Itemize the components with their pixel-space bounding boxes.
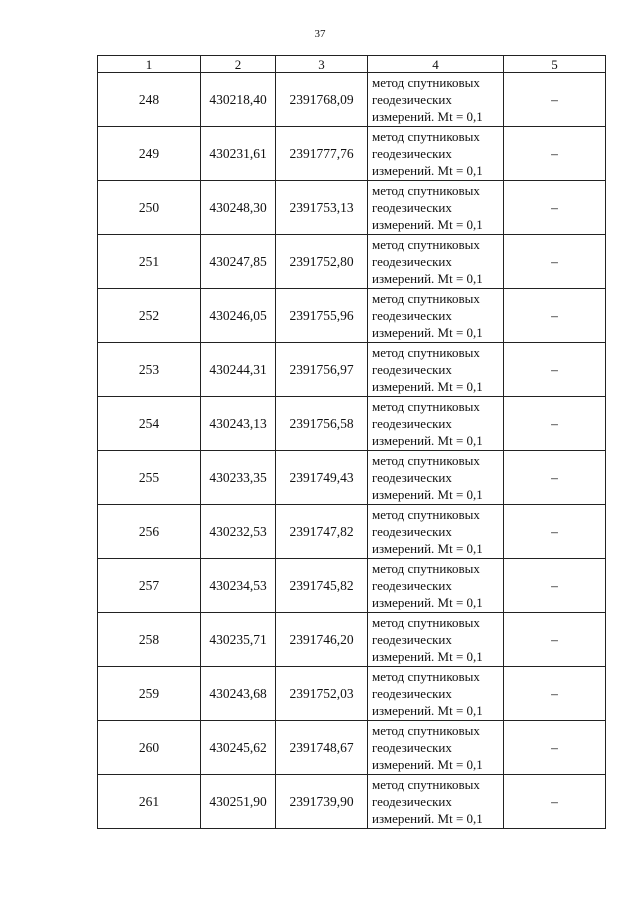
table-row xyxy=(98,127,606,181)
method-line: геодезических xyxy=(372,200,452,215)
table-row xyxy=(98,721,606,775)
method-cell xyxy=(368,343,504,397)
method-line: измерений. Mt = 0,1 xyxy=(372,811,483,826)
method-line: метод спутниковых xyxy=(372,183,480,198)
note-cell: – xyxy=(504,127,606,181)
note-cell: – xyxy=(504,451,606,505)
method-line: измерений. Mt = 0,1 xyxy=(372,487,483,502)
point-number-cell: 251 xyxy=(98,235,201,289)
method-line: измерений. Mt = 0,1 xyxy=(372,541,483,556)
method-line: измерений. Mt = 0,1 xyxy=(372,703,483,718)
point-number-cell: 257 xyxy=(98,559,201,613)
method-line: геодезических xyxy=(372,416,452,431)
method-line: метод спутниковых xyxy=(372,669,480,684)
table-row xyxy=(98,397,606,451)
method-line: измерений. Mt = 0,1 xyxy=(372,109,483,124)
method-line: измерений. Mt = 0,1 xyxy=(372,649,483,664)
x-coordinate-cell: 430232,53 xyxy=(201,505,276,559)
method-line: измерений. Mt = 0,1 xyxy=(372,595,483,610)
table-header xyxy=(98,56,606,73)
column-header: 5 xyxy=(504,56,606,73)
table-row xyxy=(98,451,606,505)
table-row xyxy=(98,613,606,667)
method-line: геодезических xyxy=(372,740,452,755)
method-cell xyxy=(368,721,504,775)
note-cell: – xyxy=(504,559,606,613)
method-line: геодезических xyxy=(372,92,452,107)
x-coordinate-cell: 430231,61 xyxy=(201,127,276,181)
point-number-cell: 258 xyxy=(98,613,201,667)
method-cell xyxy=(368,235,504,289)
x-coordinate-cell: 430246,05 xyxy=(201,289,276,343)
y-coordinate-cell: 2391739,90 xyxy=(276,775,368,829)
method-line: метод спутниковых xyxy=(372,75,480,90)
table-row xyxy=(98,73,606,127)
method-line: метод спутниковых xyxy=(372,399,480,414)
header-row xyxy=(98,56,606,73)
x-coordinate-cell: 430243,13 xyxy=(201,397,276,451)
x-coordinate-cell: 430218,40 xyxy=(201,73,276,127)
note-cell: – xyxy=(504,397,606,451)
note-cell: – xyxy=(504,505,606,559)
y-coordinate-cell: 2391753,13 xyxy=(276,181,368,235)
column-header: 4 xyxy=(368,56,504,73)
column-header: 1 xyxy=(98,56,201,73)
note-cell: – xyxy=(504,181,606,235)
method-line: метод спутниковых xyxy=(372,453,480,468)
point-number-cell: 254 xyxy=(98,397,201,451)
method-line: геодезических xyxy=(372,470,452,485)
method-line: геодезических xyxy=(372,146,452,161)
x-coordinate-cell: 430248,30 xyxy=(201,181,276,235)
method-line: геодезических xyxy=(372,794,452,809)
method-line: метод спутниковых xyxy=(372,345,480,360)
note-cell: – xyxy=(504,667,606,721)
point-number-cell: 261 xyxy=(98,775,201,829)
x-coordinate-cell: 430235,71 xyxy=(201,613,276,667)
table-row xyxy=(98,289,606,343)
y-coordinate-cell: 2391756,58 xyxy=(276,397,368,451)
method-line: метод спутниковых xyxy=(372,237,480,252)
method-line: измерений. Mt = 0,1 xyxy=(372,163,483,178)
method-line: метод спутниковых xyxy=(372,561,480,576)
point-number-cell: 255 xyxy=(98,451,201,505)
note-cell: – xyxy=(504,289,606,343)
x-coordinate-cell: 430233,35 xyxy=(201,451,276,505)
x-coordinate-cell: 430244,31 xyxy=(201,343,276,397)
method-cell xyxy=(368,613,504,667)
point-number-cell: 249 xyxy=(98,127,201,181)
table-row xyxy=(98,235,606,289)
table-row xyxy=(98,505,606,559)
method-line: геодезических xyxy=(372,254,452,269)
method-cell xyxy=(368,127,504,181)
method-line: метод спутниковых xyxy=(372,615,480,630)
method-line: геодезических xyxy=(372,524,452,539)
note-cell: – xyxy=(504,343,606,397)
method-cell xyxy=(368,289,504,343)
method-cell xyxy=(368,73,504,127)
x-coordinate-cell: 430251,90 xyxy=(201,775,276,829)
coordinates-table xyxy=(97,55,606,829)
method-line: метод спутниковых xyxy=(372,129,480,144)
method-cell xyxy=(368,667,504,721)
x-coordinate-cell: 430234,53 xyxy=(201,559,276,613)
method-line: метод спутниковых xyxy=(372,777,480,792)
method-line: измерений. Mt = 0,1 xyxy=(372,433,483,448)
point-number-cell: 250 xyxy=(98,181,201,235)
column-header: 3 xyxy=(276,56,368,73)
x-coordinate-cell: 430245,62 xyxy=(201,721,276,775)
method-cell xyxy=(368,775,504,829)
table-row xyxy=(98,181,606,235)
y-coordinate-cell: 2391747,82 xyxy=(276,505,368,559)
method-cell xyxy=(368,559,504,613)
note-cell: – xyxy=(504,775,606,829)
method-line: метод спутниковых xyxy=(372,723,480,738)
note-cell: – xyxy=(504,721,606,775)
x-coordinate-cell: 430247,85 xyxy=(201,235,276,289)
method-line: метод спутниковых xyxy=(372,507,480,522)
point-number-cell: 253 xyxy=(98,343,201,397)
y-coordinate-cell: 2391752,80 xyxy=(276,235,368,289)
method-line: измерений. Mt = 0,1 xyxy=(372,757,483,772)
method-cell xyxy=(368,505,504,559)
method-line: измерений. Mt = 0,1 xyxy=(372,325,483,340)
point-number-cell: 256 xyxy=(98,505,201,559)
x-coordinate-cell: 430243,68 xyxy=(201,667,276,721)
note-cell: – xyxy=(504,235,606,289)
method-cell xyxy=(368,451,504,505)
method-line: метод спутниковых xyxy=(372,291,480,306)
point-number-cell: 259 xyxy=(98,667,201,721)
method-line: измерений. Mt = 0,1 xyxy=(372,379,483,394)
method-line: геодезических xyxy=(372,362,452,377)
y-coordinate-cell: 2391749,43 xyxy=(276,451,368,505)
method-line: геодезических xyxy=(372,686,452,701)
method-line: измерений. Mt = 0,1 xyxy=(372,217,483,232)
y-coordinate-cell: 2391752,03 xyxy=(276,667,368,721)
page-number: 37 xyxy=(314,28,326,40)
point-number-cell: 248 xyxy=(98,73,201,127)
method-cell xyxy=(368,397,504,451)
table-body xyxy=(98,73,606,829)
table-row xyxy=(98,559,606,613)
table-row xyxy=(98,775,606,829)
column-header: 2 xyxy=(201,56,276,73)
note-cell: – xyxy=(504,73,606,127)
note-cell: – xyxy=(504,613,606,667)
y-coordinate-cell: 2391746,20 xyxy=(276,613,368,667)
table-row xyxy=(98,667,606,721)
table-row xyxy=(98,343,606,397)
y-coordinate-cell: 2391748,67 xyxy=(276,721,368,775)
method-line: геодезических xyxy=(372,578,452,593)
method-cell xyxy=(368,181,504,235)
y-coordinate-cell: 2391755,96 xyxy=(276,289,368,343)
y-coordinate-cell: 2391777,76 xyxy=(276,127,368,181)
method-line: геодезических xyxy=(372,632,452,647)
y-coordinate-cell: 2391756,97 xyxy=(276,343,368,397)
y-coordinate-cell: 2391745,82 xyxy=(276,559,368,613)
y-coordinate-cell: 2391768,09 xyxy=(276,73,368,127)
method-line: измерений. Mt = 0,1 xyxy=(372,271,483,286)
method-line: геодезических xyxy=(372,308,452,323)
point-number-cell: 260 xyxy=(98,721,201,775)
point-number-cell: 252 xyxy=(98,289,201,343)
